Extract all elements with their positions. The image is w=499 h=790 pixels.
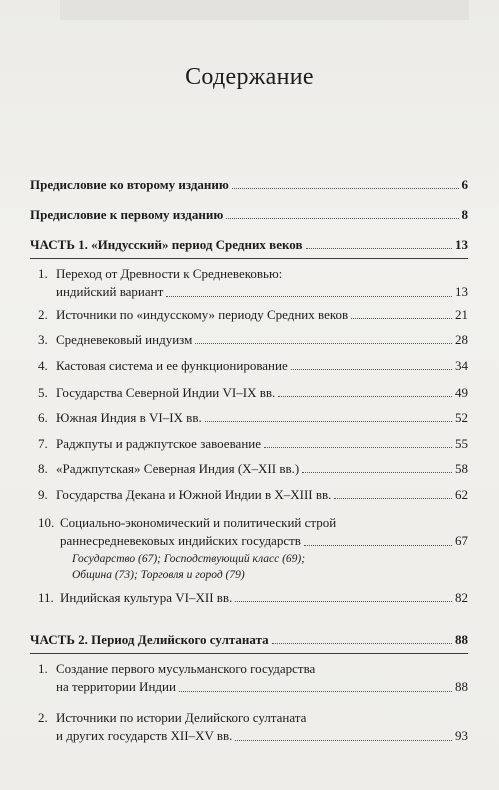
subtopics-line2: Община (73); Торговля и город (79) xyxy=(72,569,245,581)
toc-label: ЧАСТЬ 2. Период Делийского султаната xyxy=(30,632,269,647)
toc-entry-1-6[interactable] xyxy=(38,410,468,426)
page-title: Содержание xyxy=(185,64,314,90)
toc-page: 52 xyxy=(455,410,468,425)
toc-entry-1-1[interactable] xyxy=(38,265,468,301)
toc-entry-1-3[interactable] xyxy=(38,332,468,348)
toc-part-1[interactable] xyxy=(30,237,468,253)
toc-page: 34 xyxy=(455,358,468,373)
leader-dots xyxy=(235,740,452,741)
toc-entry-1-9[interactable] xyxy=(38,487,468,503)
toc-number: 9. xyxy=(38,487,48,502)
leader-dots xyxy=(334,498,452,499)
toc-entry-1-5[interactable] xyxy=(38,385,468,401)
leader-dots xyxy=(205,421,452,422)
toc-entry-2-1[interactable] xyxy=(38,660,468,696)
toc-entry-1-10[interactable] xyxy=(38,514,468,550)
toc-entry-1-11[interactable] xyxy=(38,590,468,606)
toc-number: 10. xyxy=(38,515,55,530)
toc-label: Источники по «индусскому» периоду Средних веков xyxy=(56,307,349,322)
toc-label-line1: Создание первого мусульманского государства xyxy=(56,661,316,676)
toc-label: Раджпуты и раджпутское завоевание xyxy=(56,436,261,451)
toc-page: 49 xyxy=(455,385,468,400)
toc-page: 8 xyxy=(461,207,468,222)
leader-dots xyxy=(351,318,452,319)
toc-label: Индийская культура VI–XII вв. xyxy=(60,590,233,605)
toc-number: 4. xyxy=(38,358,48,373)
toc-entry-2-2[interactable] xyxy=(38,709,468,745)
bleed-through-header xyxy=(60,0,469,20)
toc-label-line2: и других государств XII–XV вв. xyxy=(56,728,233,743)
toc-number: 1. xyxy=(38,266,48,281)
toc-label: Средневековый индуизм xyxy=(56,332,193,347)
toc-number: 7. xyxy=(38,436,48,451)
toc-label: «Раджпутская» Северная Индия (X–XII вв.) xyxy=(56,461,300,476)
toc-number: 11. xyxy=(38,590,54,605)
toc-entry-preface-first[interactable] xyxy=(30,207,468,223)
toc-label: Предисловие ко второму изданию xyxy=(30,177,229,192)
toc-number: 2. xyxy=(38,307,48,322)
toc-entry-1-10-subtopics xyxy=(72,551,305,583)
toc-label: ЧАСТЬ 1. «Индусский» период Средних веков xyxy=(30,237,303,252)
toc-page: 88 xyxy=(455,632,468,647)
leader-dots xyxy=(302,472,452,473)
toc-label-line1: Переход от Древности к Средневековью: xyxy=(56,266,283,281)
toc-page: 6 xyxy=(461,177,468,192)
leader-dots xyxy=(232,188,459,189)
toc-label: Южная Индия в VI–IX вв. xyxy=(56,410,202,425)
leader-dots xyxy=(226,218,458,219)
toc-page: 62 xyxy=(455,487,468,502)
toc-entry-1-8[interactable] xyxy=(38,461,468,477)
toc-number: 8. xyxy=(38,461,48,476)
toc-label: Предисловие к первому изданию xyxy=(30,207,224,222)
leader-dots xyxy=(179,691,452,692)
toc-entry-1-4[interactable] xyxy=(38,358,468,374)
leader-dots xyxy=(264,447,452,448)
toc-page: 13 xyxy=(455,237,468,252)
toc-page: 55 xyxy=(455,436,468,451)
toc-page: 93 xyxy=(455,728,468,743)
toc-label-line2: индийский вариант xyxy=(56,284,164,299)
toc-number: 3. xyxy=(38,332,48,347)
toc-label: Государства Северной Индии VI–IX вв. xyxy=(56,385,276,400)
toc-number: 6. xyxy=(38,410,48,425)
toc-label-line1: Источники по истории Делийского султаната xyxy=(56,710,307,725)
toc-page: 58 xyxy=(455,461,468,476)
toc-label: Государства Декана и Южной Индии в X–XIII вв. xyxy=(56,487,332,502)
toc-page: 88 xyxy=(455,679,468,694)
toc-entry-preface-second[interactable] xyxy=(30,177,468,193)
leader-dots xyxy=(304,545,452,546)
leader-dots xyxy=(291,369,452,370)
toc-page: 13 xyxy=(455,284,468,299)
leader-dots xyxy=(272,643,452,644)
toc-part-2[interactable] xyxy=(30,632,468,648)
leader-dots xyxy=(195,343,452,344)
toc-entry-1-2[interactable] xyxy=(38,307,468,323)
toc-label-line2: на территории Индии xyxy=(56,679,176,694)
toc-number: 2. xyxy=(38,710,48,725)
leader-dots xyxy=(278,396,452,397)
leader-dots xyxy=(235,601,452,602)
toc-label-line1: Социально-экономический и политический строй xyxy=(60,515,337,530)
subtopics-line1: Государство (67); Господствующий класс (69); xyxy=(72,553,306,565)
toc-label-line2: раннесредневековых индийских государств xyxy=(60,533,301,548)
toc-entry-1-7[interactable] xyxy=(38,436,468,452)
toc-label: Кастовая система и ее функционирование xyxy=(56,358,288,373)
part-1-rule xyxy=(30,258,468,259)
toc-number: 1. xyxy=(38,661,48,676)
toc-page: 28 xyxy=(455,332,468,347)
toc-number: 5. xyxy=(38,385,48,400)
leader-dots xyxy=(166,296,452,297)
toc-page: 67 xyxy=(455,533,468,548)
part-2-rule xyxy=(30,653,468,654)
toc-page: 21 xyxy=(455,307,468,322)
leader-dots xyxy=(306,248,453,249)
toc-page: 82 xyxy=(455,590,468,605)
